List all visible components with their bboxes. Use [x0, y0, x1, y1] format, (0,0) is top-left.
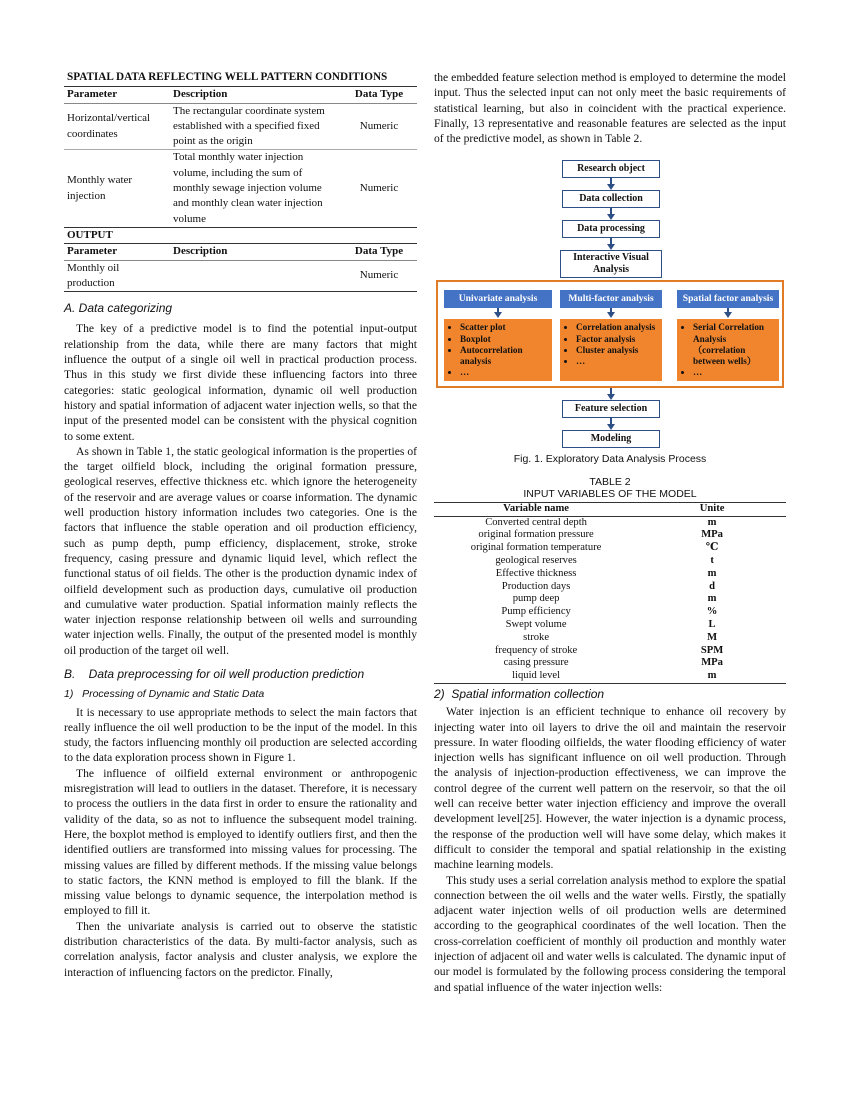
flow-step-data-collection: Data collection [562, 190, 660, 208]
table-cell: M [707, 631, 718, 643]
table-cell: Monthly oil production [64, 260, 170, 292]
figure-1-flowchart [434, 160, 786, 452]
list-item: • … [693, 367, 775, 378]
table-cell: The rectangular coordinate system established with a specified fixed point as the origin [170, 103, 341, 150]
paragraph: The key of a predictive model is to find the potential input-output relationship from the data, while there are many factors that might influence the output of a single oil well in practical production process. Thus in this study we first divide these influencing factors into three categories: static geological information, dynamic oil well production history and spatial information of adjacent water injection wells, so that the input of the presented model can be consistent with the physical cognition to some extent. [64, 322, 417, 443]
flow-step-data-processing: Data processing [562, 220, 660, 238]
table-cell: % [706, 606, 718, 618]
table-1-output-label: OUTPUT [64, 227, 417, 243]
branch-univariate-title: Univariate analysis [444, 290, 552, 308]
flow-step-research-object: Research object [562, 160, 660, 178]
table-cell: m [707, 567, 717, 579]
list-item: • Scatter plot [460, 322, 548, 333]
table-cell: Production days [501, 580, 571, 592]
table-cell: Horizontal/vertical coordinates [64, 103, 170, 150]
table-row [434, 581, 786, 594]
table-row [434, 632, 786, 645]
list-item: • Correlation analysis [576, 322, 658, 333]
branch-multifactor-title: Multi-factor analysis [560, 290, 662, 308]
table-cell: m [638, 670, 786, 683]
table-1-header: Data Type [341, 244, 417, 260]
table-cell: t [710, 554, 714, 566]
table-cell: m [707, 516, 717, 528]
branch-multifactor-box [560, 319, 662, 381]
table-cell: geological reserves [495, 554, 577, 566]
table-row [64, 103, 417, 150]
section-b-heading: B. Data preprocessing for oil well production prediction [64, 666, 365, 681]
table-cell: Monthly water injection [64, 150, 170, 227]
table-1-header: Description [170, 244, 341, 260]
table-row [434, 593, 786, 606]
list-item: • Factor analysis [576, 334, 658, 345]
table-cell: Effective thickness [495, 567, 577, 579]
table-row [434, 516, 786, 529]
table-cell: original formation temperature [470, 542, 602, 554]
paragraph: This study uses a serial correlation analysis method to explore the spatial connection between the oil wells and the water wells. Firstly, the spatially adjacent water injection wells of oil production wells are determined according to the geographical coordinates of the well location. Then the cross-correlation coefficient of monthly oil production and monthly water injection of adjacent oil and water wells is calculated. The dynamic input of our model is formulated by the following process considering the temporal and spatial influence of the water injection wells: [434, 873, 786, 994]
table-row [434, 606, 786, 619]
list-item: • Serial Correlation Analysis （correlation between wells） [693, 322, 775, 367]
table-1-header: Parameter [64, 244, 170, 260]
branch-univariate-box [444, 319, 552, 381]
flow-step-interactive-visual-analysis: Interactive Visual Analysis [560, 250, 662, 278]
list-item: • … [576, 356, 658, 367]
paragraph: Then the univariate analysis is carried out to observe the statistic distribution characteristics of the data. By multi-factor analysis, such as correlation analysis, factor analysis and cluster analysis, we explore the interaction of influencing factors on the predictor. Finally, [64, 919, 417, 979]
flow-step-feature-selection: Feature selection [562, 400, 660, 418]
paragraph: As shown in Table 1, the static geological information is the properties of the target oilfield block, including the original formation pressure, geological reserves, effective thickness etc. which ignore the heterogeneity of the reservoir and are average values or coarse information. The dynamic well production history information includes two categories. One is the factors that influence the stable operation and oil production efficiency, such as pump depth, pump efficiency, displacement, stroke, stroke frequency, casing pressure and dynamic liquid level, which reflect the functional status of oil fields. The other is the production dynamic index of oilfield development such as production days, cumulative oil production and cumulative water production. Spatial information mainly reflects the water injection response relationship between oil wells and surrounding water injection wells. Finally, the output of the presented model is monthly oil production of the target oil well. [64, 444, 417, 657]
paragraph: The influence of oilfield external environment or anthropogenic misregistration will lead to outliers in the dataset. Therefore, it is necessary to process the outliers in the data first in order to ensure the rationality and validity of the data, so as not to influence the subsequent model training. Here, the boxplot method is employed to identify outliers first, and then the identified outliers are transformed into missing values for processing. The missing values are filled by different methods. If the missing value belongs to static factors, the KNN method is employed to fill the blank. If the missing value belongs to dynamic sequence, the interpolation method is employed to fill it. [64, 766, 417, 918]
section-2-heading: 2) Spatial information collection [434, 686, 605, 701]
subsection-heading: 1) Processing of Dynamic and Static Data [64, 688, 265, 701]
table-row [434, 645, 786, 658]
paragraph: Water injection is an efficient technique to enhance oil recovery by injecting water into oil layers to drive the oil and maintain the reservoir pressure. In water flooding oilfields, the water flooding efficiency of water injection wells has significant influence on oil well production. Through the analysis of injection-production effectiveness, we can improve the control degree of the current well pattern on the reservoir, so that the oil well can receive better water injection efficiency and improve the overall development level[25]. However, the water injection is a dynamic process, the response of the production well will have some delay, which makes it difficult to consider the temporal and spatial relationship in the existing machine learning models. [434, 705, 786, 872]
table-2-title: INPUT VARIABLES OF THE MODEL [523, 488, 697, 501]
table-row [434, 568, 786, 581]
table-cell: liquid level [434, 670, 638, 683]
table-2-header: Variable name [434, 502, 638, 516]
table-cell: L [708, 618, 716, 630]
table-2 [434, 502, 786, 684]
table-row [64, 150, 417, 227]
table-row [434, 619, 786, 632]
table-cell: ℃ [705, 542, 719, 554]
table-cell: Total monthly water injection volume, including the sum of monthly sewage injection volume and monthly clean water injection volume [170, 150, 341, 227]
table-cell: casing pressure [503, 657, 569, 669]
table-row [434, 529, 786, 542]
list-item: • Autocorrelation analysis [460, 345, 548, 367]
table-row [64, 260, 417, 292]
table-cell: MPa [701, 529, 723, 541]
table-1-header: Description [170, 87, 341, 103]
list-item: • Cluster analysis [576, 345, 658, 356]
branch-spatial-title: Spatial factor analysis [677, 290, 779, 308]
table-1 [64, 70, 417, 292]
table-cell: stroke [523, 631, 550, 643]
table-cell: pump deep [512, 593, 560, 605]
table-cell: Numeric [341, 103, 417, 150]
left-column [64, 70, 417, 980]
table-cell: frequency of stroke [494, 644, 578, 656]
flow-step-modeling: Modeling [562, 430, 660, 448]
table-cell: Numeric [341, 150, 417, 227]
table-cell: SPM [700, 644, 724, 656]
table-cell: m [707, 593, 717, 605]
section-a-heading: A. Data categorizing [64, 301, 173, 316]
table-row [434, 555, 786, 568]
paragraph: It is necessary to use appropriate methods to select the main factors that really influence the oil well production to be the input of the model. In this study, the factors influencing monthly oil production are selected according to the data exploration process shown in Figure 1. [64, 705, 417, 765]
table-cell [170, 260, 341, 292]
table-row [434, 670, 786, 683]
table-cell: Pump efficiency [501, 606, 571, 618]
table-2-label: TABLE 2 [589, 475, 631, 488]
table-cell: d [709, 580, 716, 592]
list-item: • Boxplot [460, 334, 548, 345]
table-cell: Swept volume [505, 618, 567, 630]
table-cell: Converted central depth [485, 516, 587, 528]
table-row [434, 657, 786, 670]
figure-1-caption: Fig. 1. Exploratory Data Analysis Process [513, 453, 707, 466]
paragraph: the embedded feature selection method is employed to determine the model input. Thus the selected input can not only meet the basic requirements of statistical learning, but also in coincident with the practical experience. Finally, 13 representative and reasonable features are selected as the input of the predictive model, as shown in Table 2. [434, 71, 786, 146]
table-1-caption: SPATIAL DATA REFLECTING WELL PATTERN CONDITIONS [64, 70, 417, 87]
table-cell: Numeric [341, 260, 417, 292]
table-2-header: Unite [638, 502, 786, 516]
table-cell: MPa [701, 657, 723, 669]
table-1-header: Parameter [64, 87, 170, 103]
table-cell: original formation pressure [478, 529, 594, 541]
branch-spatial-box [677, 319, 779, 381]
right-column [434, 70, 786, 995]
list-item: • … [460, 367, 548, 378]
table-row [434, 542, 786, 555]
table-1-header: Data Type [341, 87, 417, 103]
